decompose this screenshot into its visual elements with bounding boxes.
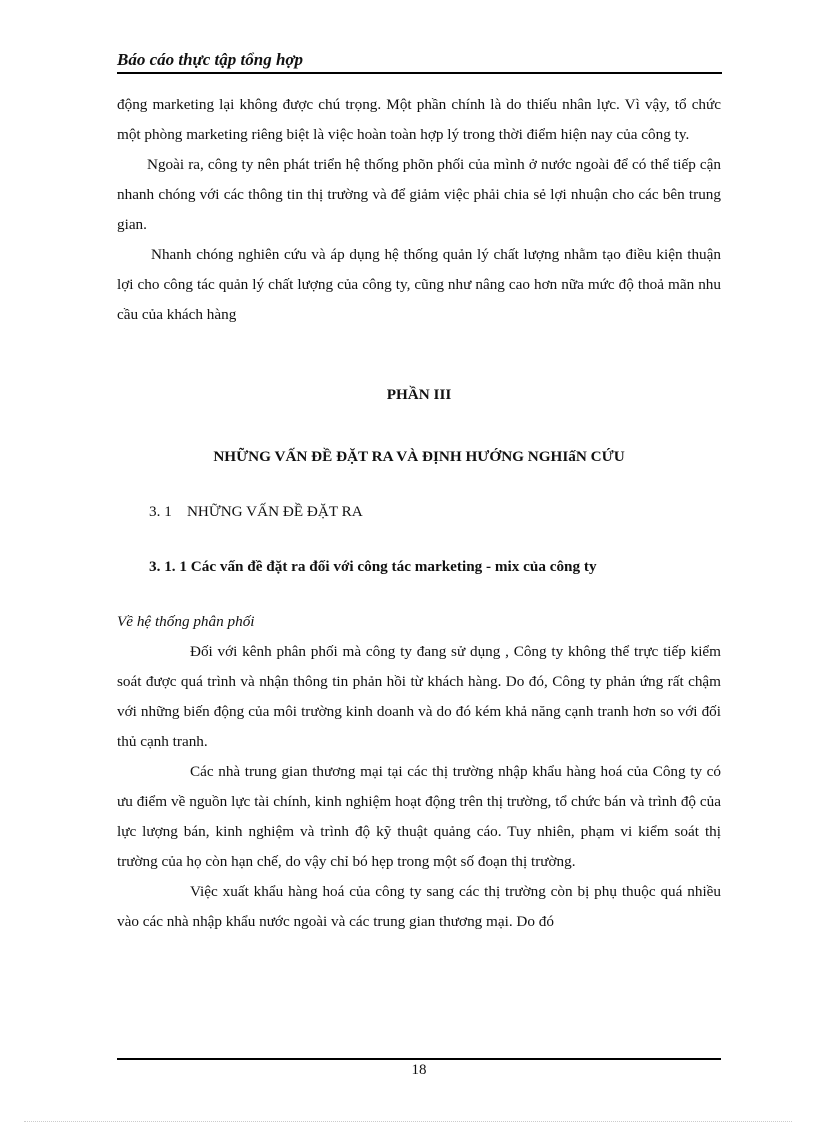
distribution-heading: Về hệ thống phân phối xyxy=(117,613,255,630)
page-number: 18 xyxy=(411,1062,427,1078)
paragraph-channel-control: Đối với kênh phân phối mà công ty đang sử dụng , Công ty không thể trực tiếp kiểm soát được quá trình và nhận thông tin phản hồi từ khách hàng. Do đó, Công ty phản ứng rất chậm với những biến động của môi trường kinh doanh và do đó kém khả năng cạnh tranh hơn so với đối thủ cạnh tranh. xyxy=(117,643,721,750)
paragraph-intermediaries: Các nhà trung gian thương mại tại các thị trường nhập khẩu hàng hoá của Công ty có ưu điểm về nguồn lực tài chính, kinh nghiệm hoạt động trên thị trường, tổ chức bán và trình độ của lực lượng bán, kinh nghiệm và trình độ kỹ thuật quảng cáo. Tuy nhiên, phạm vi kiểm soát thị trường của họ còn hạn chế, do vậy chỉ bó hẹp trong một số đoạn thị trường. xyxy=(117,763,721,870)
paragraph-intro: động marketing lại không được chú trọng. Một phần chính là do thiếu nhân lực. Vì vậy, tổ chức một phòng marketing riêng biệt là việc hoàn toàn hợp lý trong thời điểm hiện nay của công ty. xyxy=(117,96,721,143)
part-title: NHỮNG VẤN ĐỀ ĐẶT RA VÀ ĐỊNH HƯỚNG NGHIấN CỨU xyxy=(213,448,625,465)
section-heading: 3. 1 NHỮNG VẤN ĐỀ ĐẶT RA xyxy=(149,503,363,520)
page-header: Báo cáo thực tập tổng hợp xyxy=(117,50,722,74)
page-edge-divider xyxy=(24,1121,792,1122)
paragraph-distribution-abroad: Ngoài ra, công ty nên phát triển hệ thống phõn phối của mình ở nước ngoài để có thể tiếp cận nhanh chóng với các thông tin thị trường và để giảm việc phải chia sẻ lợi nhuận cho các bên trung gian. xyxy=(117,156,721,233)
part-label: PHẦN III xyxy=(386,386,452,403)
paragraph-quality-management: Nhanh chóng nghiên cứu và áp dụng hệ thống quản lý chất lượng nhằm tạo điều kiện thuận lợi cho công tác quản lý chất lượng của công ty, cũng như nâng cao hơn nữa mức độ thoả mãn nhu cầu của khách hàng xyxy=(117,246,721,323)
paragraph-export-dependency: Việc xuất khẩu hàng hoá của công ty sang các thị trường còn bị phụ thuộc quá nhiều vào các nhà nhập khẩu nước ngoài và các trung gian thương mại. Do đó xyxy=(117,883,721,930)
document-body xyxy=(117,90,721,937)
subsection-heading: 3. 1. 1 Các vấn đề đặt ra đối với công tác marketing - mix của công ty xyxy=(149,558,597,575)
